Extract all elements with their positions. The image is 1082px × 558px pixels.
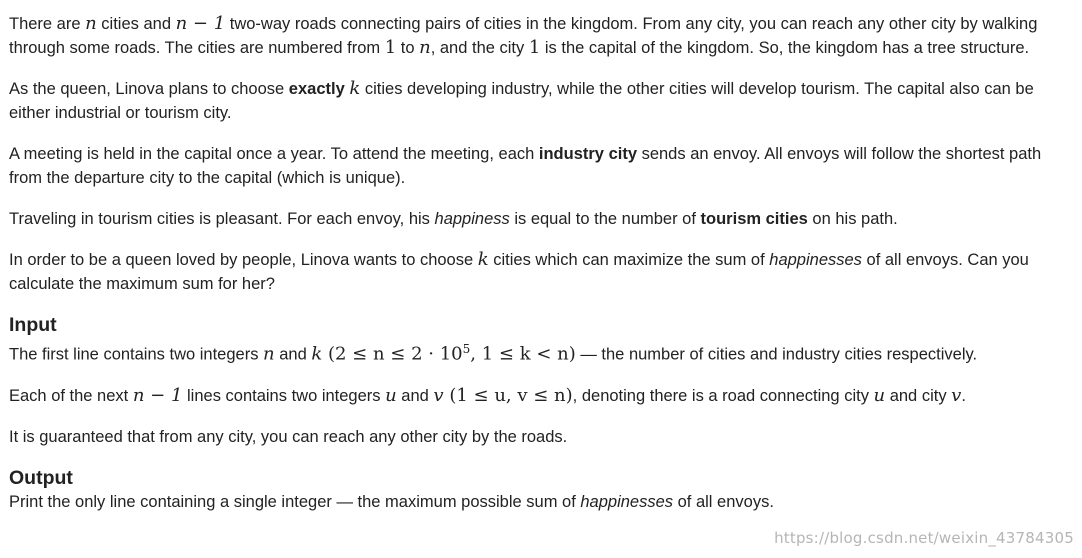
text: Each of the next	[9, 386, 133, 405]
math-k: k	[477, 249, 489, 270]
math-u: u	[385, 384, 397, 406]
paragraph-roads	[9, 12, 1074, 60]
text: , and the city	[430, 39, 529, 57]
text: As the queen, Linova plans to choose	[9, 80, 289, 98]
math-1: 1	[384, 37, 397, 58]
text: of all envoys.	[673, 492, 774, 511]
text: two-way roads connecting pairs of cities in the kingdom. From any city, you can reach any other city by walking through some roads. The cities are numbered from	[9, 15, 1038, 57]
input-heading: Input	[9, 314, 57, 336]
text: and	[396, 386, 434, 405]
text: of all envoys. Can you calculate the maximum sum for her?	[9, 251, 1029, 293]
input-line-2	[9, 384, 1074, 408]
text: .	[961, 386, 966, 405]
input-line-3: It is guaranteed that from any city, you can reach any other city by the roads.	[9, 427, 568, 446]
text: Traveling in tourism cities is pleasant. For each envoy, his	[9, 210, 435, 228]
output-heading: Output	[9, 466, 73, 489]
math-superscript: 5	[462, 342, 471, 356]
bold-exactly: exactly	[288, 80, 345, 98]
watermark-url: https://blog.csdn.net/weixin_43784305	[774, 529, 1074, 547]
text: The first line contains two integers	[9, 345, 264, 364]
italic-happinesses: happinesses	[580, 492, 674, 511]
italic-happiness: happiness	[434, 210, 510, 228]
paragraph-goal	[9, 248, 1074, 296]
text: cities which can maximize the sum of	[488, 251, 770, 269]
math-v: v	[951, 384, 962, 406]
math-constraint: (2 ≤ n ≤ 2 · 10	[322, 343, 463, 365]
italic-happinesses: happinesses	[769, 251, 862, 269]
text: is the capital of the kingdom. So, the kingdom has a tree structure.	[540, 39, 1030, 57]
math-k: k	[311, 343, 323, 365]
math-constraint: , 1 ≤ k < n)	[470, 343, 576, 365]
paragraph-happiness	[9, 207, 1074, 231]
input-line-1	[9, 337, 1074, 367]
text: on his path.	[807, 210, 898, 228]
text: sends an envoy. All envoys will follow the shortest path from the departure city to the capital (which is unique).	[9, 145, 1042, 187]
text: lines contains two integers	[182, 386, 386, 405]
text: A meeting is held in the capital once a year. To attend the meeting, each	[9, 145, 539, 163]
text: is equal to the number of	[509, 210, 701, 228]
output-line	[9, 490, 1074, 514]
text: , denoting there is a road connecting city	[572, 386, 874, 405]
math-k: k	[349, 78, 361, 99]
paragraph-queen	[9, 77, 1074, 125]
bold-tourism-cities: tourism cities	[700, 210, 808, 228]
math-n: n	[419, 37, 431, 58]
paragraph-meeting	[9, 142, 1074, 190]
math-n-minus-1: n − 1	[132, 384, 183, 406]
text: — the number of cities and industry cities respectively.	[575, 345, 978, 364]
math-n: n	[263, 343, 275, 365]
text: There are	[9, 15, 86, 33]
math-n: n	[85, 13, 97, 34]
math-u: u	[873, 384, 886, 406]
text: to	[396, 39, 420, 57]
math-v: v	[433, 384, 444, 406]
text: cities developing industry, while the other cities will develop tourism. The capital also can be either industrial or tourism city.	[9, 80, 1034, 122]
text: cities and	[96, 15, 176, 33]
text: In order to be a queen loved by people, Linova wants to choose	[9, 251, 478, 269]
math-1: 1	[528, 37, 541, 58]
text: and city	[885, 386, 952, 405]
text: Print the only line containing a single integer — the maximum possible sum of	[9, 492, 581, 511]
bold-industry-city: industry city	[538, 145, 637, 163]
math-n-minus-1: n − 1	[175, 13, 226, 34]
math-constraint: (1 ≤ u, v ≤ n)	[443, 384, 573, 406]
text: and	[274, 345, 312, 364]
